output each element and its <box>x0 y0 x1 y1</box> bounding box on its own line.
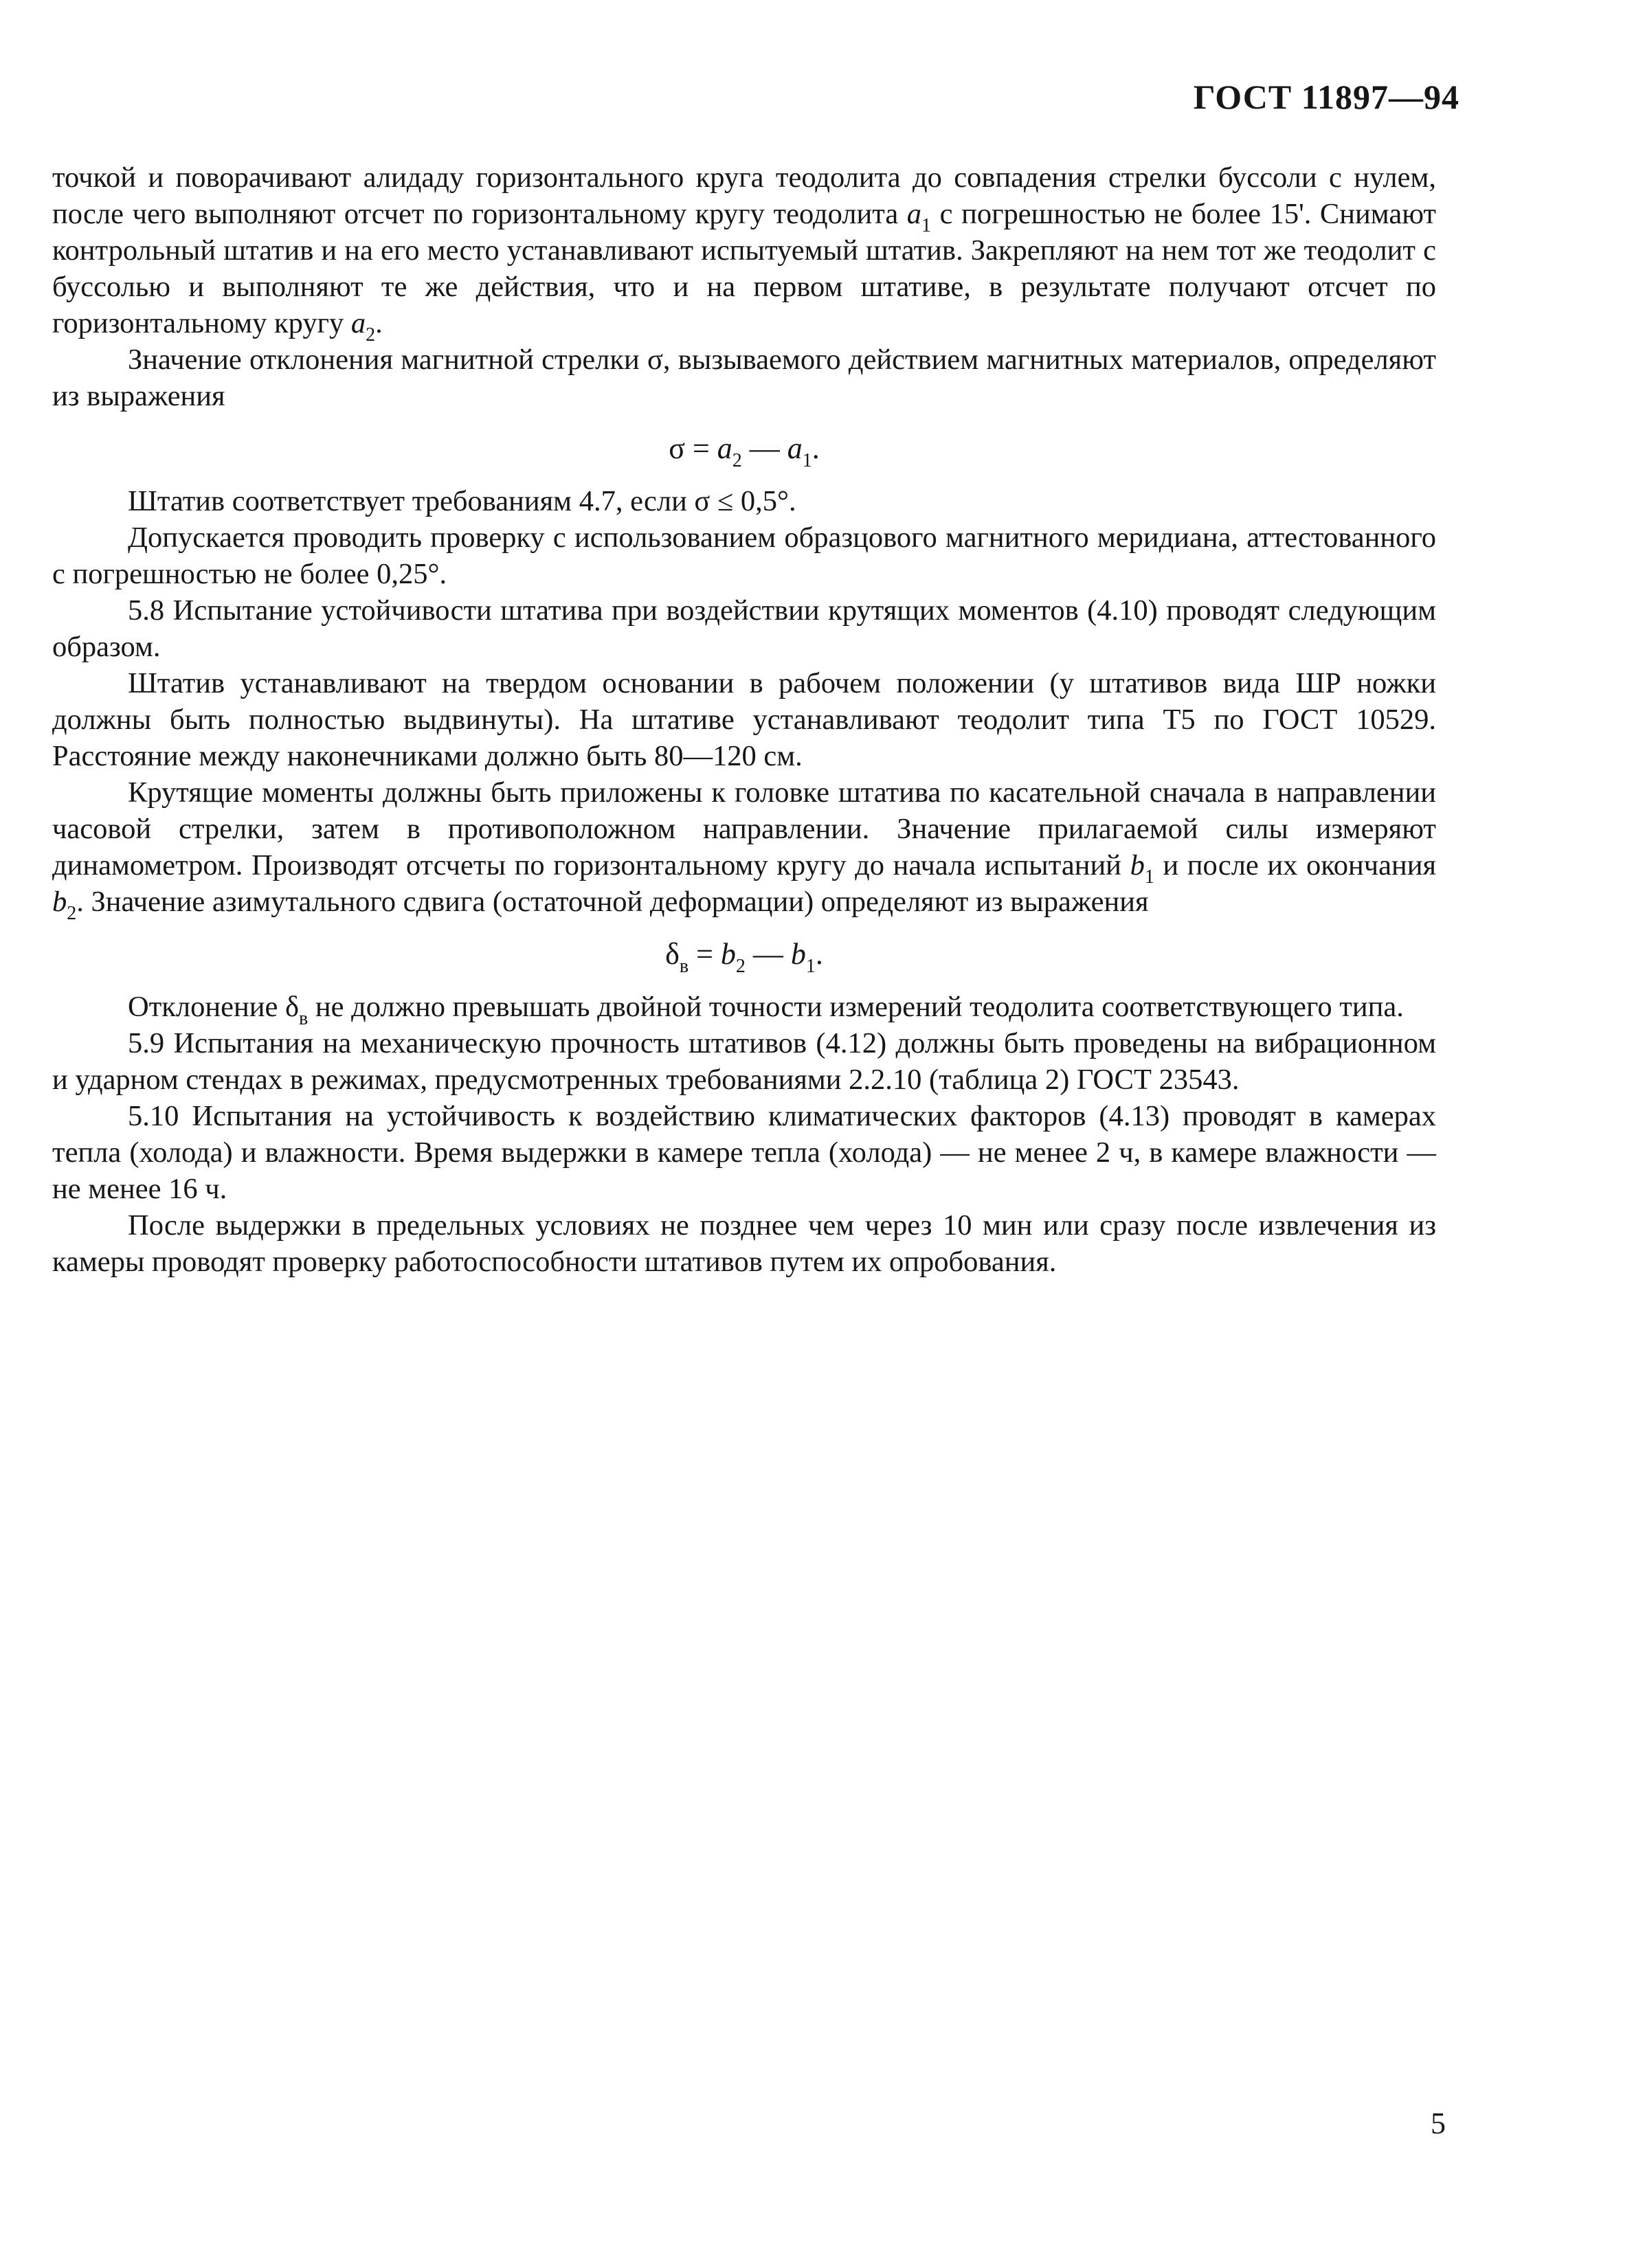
equals-sign: = <box>689 937 721 971</box>
subscript: в <box>679 956 689 977</box>
subscript: 2 <box>735 956 746 977</box>
body-text <box>52 159 1436 1280</box>
paragraph-7-tail: . Значение азимутального сдвига (остаточной деформации) определяют из выражения <box>76 886 1149 918</box>
paragraph-6: Штатив устанавливают на твердом основании в рабочем положении (у штативов вида ШР ножки должны быть полностью выдвинуты). На штативе устанавливают теодолит типа Т5 по ГОСТ 10529. Расстояние между наконечниками должно быть 80—120 см. <box>52 667 1436 772</box>
formula-delta <box>52 935 1436 977</box>
formula-lhs: σ = <box>669 431 717 465</box>
var-a: a <box>350 307 366 339</box>
subscript: 1 <box>802 450 812 471</box>
minus-sign: — <box>745 937 791 971</box>
paragraph-7-text: Крутящие моменты должны быть приложены к головке штатива по касательной сначала в направлении часовой стрелки, затем в противоположном направлении. Значение прилагаемой силы измеряют динамометром. Производят отсчеты по горизонтальному кругу до начала испытаний <box>52 776 1436 882</box>
var-b: b <box>720 937 736 971</box>
period: . <box>815 937 823 971</box>
paragraph-8-text: Отклонение δ <box>128 991 299 1023</box>
paragraph-11: После выдержки в предельных условиях не позднее чем через 10 мин или сразу после извлечения из камеры проводят проверку работоспособности штативов путем их опробования. <box>52 1209 1436 1278</box>
period: . <box>812 431 820 465</box>
var-a: a <box>717 431 732 465</box>
subscript: 2 <box>67 903 77 924</box>
paragraph-4: Допускается проводить проверку с использованием образцового магнитного меридиана, аттестованного с погрешностью не более 0,25°. <box>52 521 1436 590</box>
period: . <box>375 307 383 339</box>
var-b: b <box>1130 849 1145 882</box>
paragraph-5-8: 5.8 Испытание устойчивости штатива при воздействии крутящих моментов (4.10) проводят следующим образом. <box>52 594 1436 663</box>
var-a: a <box>906 198 922 230</box>
paragraph-7-mid: и после их окончания <box>1154 849 1436 882</box>
formula-sigma <box>52 429 1436 471</box>
paragraph-5-10: 5.10 Испытания на устойчивость к воздействию климатических факторов (4.13) проводят в камерах тепла (холода) и влажности. Время выдержки в камере тепла (холода) — не менее 2 ч, в камере влажности — не менее 16 ч. <box>52 1100 1436 1205</box>
subscript: 1 <box>1144 866 1154 888</box>
paragraph-8-tail: не должно превышать двойной точности измерений теодолита соответствующего типа. <box>308 991 1404 1023</box>
paragraph-1-text: точкой и поворачивают алидаду горизонтального круга теодолита до совпадения стрелки буссоли с нулем, после чего выполняют отсчет по горизонтальному кругу теодолита <box>52 161 1436 230</box>
paragraph-3: Штатив соответствует требованиям 4.7, если σ ≤ 0,5°. <box>128 485 796 517</box>
subscript: 1 <box>805 956 816 977</box>
minus-sign: — <box>741 431 787 465</box>
subscript: в <box>298 1008 309 1029</box>
subscript: 2 <box>732 450 742 471</box>
paragraph-5-9: 5.9 Испытания на механическую прочность штативов (4.12) должны быть проведены на вибрационном и ударном стендах в режимах, предусмотренных требованиями 2.2.10 (таблица 2) ГОСТ 23543. <box>52 1027 1436 1096</box>
subscript: 2 <box>366 324 376 346</box>
paragraph-7 <box>52 774 1436 924</box>
subscript: 1 <box>921 215 932 236</box>
page-number: 5 <box>1431 2107 1446 2140</box>
var-b: b <box>790 937 806 971</box>
paragraph-2: Значение отклонения магнитной стрелки σ, вызываемого действием магнитных материалов, определяют из выражения <box>52 344 1436 412</box>
var-b: b <box>52 886 67 918</box>
paragraph-1 <box>52 159 1436 346</box>
var-a: a <box>787 431 803 465</box>
standard-header: ГОСТ 11897—94 <box>1193 78 1459 116</box>
paragraph-1-tail: с погрешностью не более 15'. Снимают контрольный штатив и на его место устанавливают испытуемый штатив. Закрепляют на нем тот же теодолит с буссолью и выполняют те же действия, что и на первом штативе, в результате получают отсчет по горизонтальному кругу <box>52 198 1436 339</box>
delta-symbol: δ <box>665 937 680 971</box>
paragraph-8 <box>52 989 1436 1029</box>
